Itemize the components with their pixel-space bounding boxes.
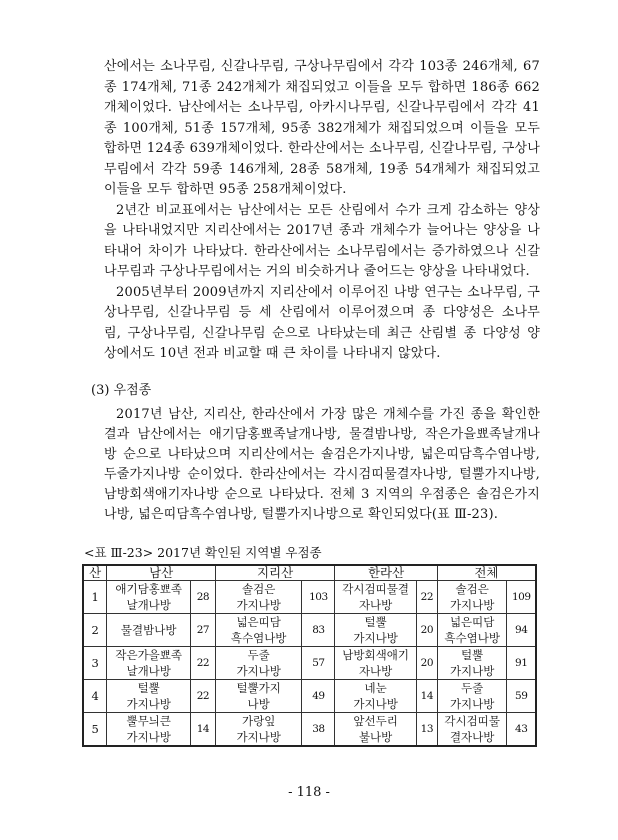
species-cell	[107, 680, 191, 713]
dominant-species-table	[82, 564, 537, 747]
table-row	[83, 614, 536, 647]
count-cell: 28	[190, 581, 215, 614]
text-line: 두줄가지나방 순이었다. 한라산에서는 각시검띠물결자나방, 털뿔가지나방,	[104, 467, 540, 482]
count-cell: 20	[416, 647, 437, 680]
species-name-line: 자나방	[358, 664, 393, 678]
table-row	[83, 713, 536, 747]
text-line: 나방, 넓은띠담흑수염나방, 털뿔가지나방으로 확인되었다(표 Ⅲ-23).	[104, 507, 499, 522]
header-jirisan: 지리산	[215, 565, 334, 581]
header-hallasan: 한라산	[335, 565, 438, 581]
species-name-line: 털뿔	[137, 681, 160, 695]
table-header-row	[83, 565, 536, 581]
text-line: 상나무림, 신갈나무림 등 세 산림에서 이루어졌으며 종 다양성은 소나무	[104, 305, 540, 320]
text-line: 나무림과 구상나무림에서는 거의 비슷하거나 줄어드는 양상을 나타내었다.	[104, 264, 530, 279]
species-name-line: 가지나방	[353, 631, 398, 645]
species-name-line: 가지나방	[353, 697, 398, 711]
rank-cell: 4	[83, 680, 107, 713]
species-name-line: 작은가을뾰족	[115, 648, 183, 662]
species-cell	[107, 581, 191, 614]
species-cell	[215, 680, 302, 713]
count-cell: 83	[302, 614, 335, 647]
text-line: 종 174개체, 71종 242개체가 채집되었고 이들을 모두 합하면 186종 662	[104, 79, 540, 95]
count-cell: 59	[507, 680, 536, 713]
paragraph-2	[104, 201, 540, 283]
table-row	[83, 647, 536, 680]
species-name-line: 넓은띠담	[236, 615, 281, 629]
header-rank: 산	[83, 565, 107, 581]
species-cell	[335, 713, 417, 747]
species-cell	[335, 614, 417, 647]
text-line: 남방회색애기자나방 순으로 나타났다. 전체 3 지역의 우점종은 솔검은가지	[104, 487, 540, 502]
text-line: 개체이었다. 남산에서는 소나무림, 아카시나무림, 신갈나무림에서 각각 41	[104, 100, 540, 115]
count-cell: 22	[190, 680, 215, 713]
text-line: 합하면 124종 639개체이었다. 한라산에서는 소나무림, 신갈나무림, 구상나	[104, 141, 540, 156]
text-line: 종 100개체, 51종 157개체, 95종 382개체가 채집되었으며 이들을 모두	[104, 120, 540, 136]
species-name-line: 자나방	[358, 598, 393, 612]
species-name-line: 가지나방	[236, 730, 281, 744]
species-cell	[335, 581, 417, 614]
species-name-line: 애기담홍뾰족	[115, 582, 183, 596]
count-cell: 20	[416, 614, 437, 647]
species-name-line: 두줄	[461, 681, 484, 695]
species-cell	[437, 614, 507, 647]
section-paragraph	[104, 405, 540, 525]
body-text	[104, 57, 540, 365]
count-cell: 94	[507, 614, 536, 647]
species-name-line: 흑수염나방	[230, 631, 287, 645]
header-total: 전체	[437, 565, 536, 581]
species-cell	[215, 713, 302, 747]
rank-cell: 2	[83, 614, 107, 647]
text-line: 결과 남산에서는 애기담홍뾰족날개나방, 물결밤나방, 작은가을뾰족날개나	[104, 427, 540, 442]
table-row	[83, 680, 536, 713]
species-name-line: 가지나방	[126, 697, 171, 711]
species-name-line: 뿔무늬큰	[126, 714, 171, 728]
species-name-line: 털뿔가지	[236, 681, 281, 695]
species-cell	[215, 581, 302, 614]
header-namsan: 남산	[107, 565, 215, 581]
text-line: 방 순으로 나타났으며 지리산에서는 솔검은가지나방, 넓은띠담흑수염나방,	[104, 447, 540, 462]
table-row	[83, 581, 536, 614]
species-name-line: 물결밤나방	[120, 623, 177, 637]
species-name-line: 넓은띠담	[449, 615, 495, 629]
species-cell	[437, 647, 507, 680]
species-cell	[215, 647, 302, 680]
count-cell: 22	[190, 647, 215, 680]
text-line: 타내어 차이가 나타났다. 한라산에서는 소나무림에서는 증가하였으나 신갈	[104, 243, 540, 259]
rank-cell: 1	[83, 581, 107, 614]
section-heading: (3) 우점종	[91, 383, 152, 398]
species-name-line: 날개나방	[126, 664, 171, 678]
species-cell	[215, 614, 302, 647]
species-name-line: 가지나방	[126, 730, 171, 744]
count-cell: 103	[302, 581, 335, 614]
text-line: 2005년부터 2009년까지 지리산에서 이루어진 나방 연구는 소나무림, 구	[116, 284, 540, 300]
species-name-line: 가지나방	[236, 598, 281, 612]
species-name-line: 나방	[247, 697, 270, 711]
rank-cell: 3	[83, 647, 107, 680]
count-cell: 27	[190, 614, 215, 647]
species-name-line: 각시검띠물	[444, 714, 500, 728]
page-number: - 118 -	[288, 785, 330, 800]
species-name-line: 가지나방	[449, 697, 495, 711]
species-name-line: 가지나방	[449, 664, 495, 678]
count-cell: 91	[507, 647, 536, 680]
species-name-line: 가지나방	[236, 664, 281, 678]
species-name-line: 솔검은	[241, 582, 276, 596]
species-name-line: 가랑잎	[241, 714, 276, 728]
species-name-line: 각시검띠물결	[342, 582, 409, 596]
count-cell: 14	[416, 680, 437, 713]
species-name-line: 솔검은	[455, 582, 489, 596]
rank-cell: 5	[83, 713, 107, 747]
species-cell	[107, 713, 191, 747]
species-name-line: 흑수염나방	[444, 631, 500, 645]
species-cell	[437, 713, 507, 747]
species-cell	[437, 680, 507, 713]
species-name-line: 날개나방	[126, 598, 171, 612]
species-name-line: 결자나방	[449, 730, 495, 744]
text-line: 상에서도 10년 전과 비교할 때 큰 차이를 나타내지 않았다.	[104, 346, 441, 361]
text-line: 산에서는 소나무림, 신갈나무림, 구상나무림에서 각각 103종 246개체, 67	[104, 59, 540, 74]
species-name-line: 두줄	[247, 648, 270, 662]
text-line: 이들을 모두 합하면 95종 258개체이었다.	[104, 182, 347, 197]
species-name-line: 불나방	[358, 730, 393, 744]
table-caption: <표 Ⅲ-23> 2017년 확인된 지역별 우점종	[84, 545, 322, 560]
species-cell	[107, 647, 191, 680]
count-cell: 57	[302, 647, 335, 680]
text-line: 림, 구상나무림, 신갈나무림 순으로 나타났는데 최근 산림별 종 다양성 양	[104, 325, 540, 341]
species-name-line: 털뿔	[364, 615, 387, 629]
count-cell: 109	[507, 581, 536, 614]
count-cell: 13	[416, 713, 437, 747]
species-name-line: 앞선두리	[353, 714, 398, 728]
count-cell: 22	[416, 581, 437, 614]
count-cell: 14	[190, 713, 215, 747]
text-line: 무림에서 각각 59종 146개체, 28종 58개체, 19종 54개체가 채집되었고	[104, 161, 540, 177]
count-cell: 49	[302, 680, 335, 713]
text-line: 을 나타내었지만 지리산에서는 2017년 종과 개체수가 늘어나는 양상을 나	[104, 223, 540, 238]
text-line: 2017년 남산, 지리산, 한라산에서 가장 많은 개체수를 가진 종을 확인한	[116, 407, 540, 422]
species-name-line: 가지나방	[449, 598, 495, 612]
species-name-line: 털뿔	[461, 648, 484, 662]
species-cell	[437, 581, 507, 614]
species-name-line: 네눈	[364, 681, 387, 695]
text-line: 2년간 비교표에서는 남산에서는 모든 산림에서 수가 크게 감소하는 양상	[116, 202, 540, 218]
species-cell	[107, 614, 191, 647]
species-name-line: 남방회색애기	[342, 648, 409, 662]
count-cell: 38	[302, 713, 335, 747]
paragraph-1	[104, 57, 540, 201]
species-cell	[335, 647, 417, 680]
count-cell: 43	[507, 713, 536, 747]
species-cell	[335, 680, 417, 713]
paragraph-3	[104, 283, 540, 365]
